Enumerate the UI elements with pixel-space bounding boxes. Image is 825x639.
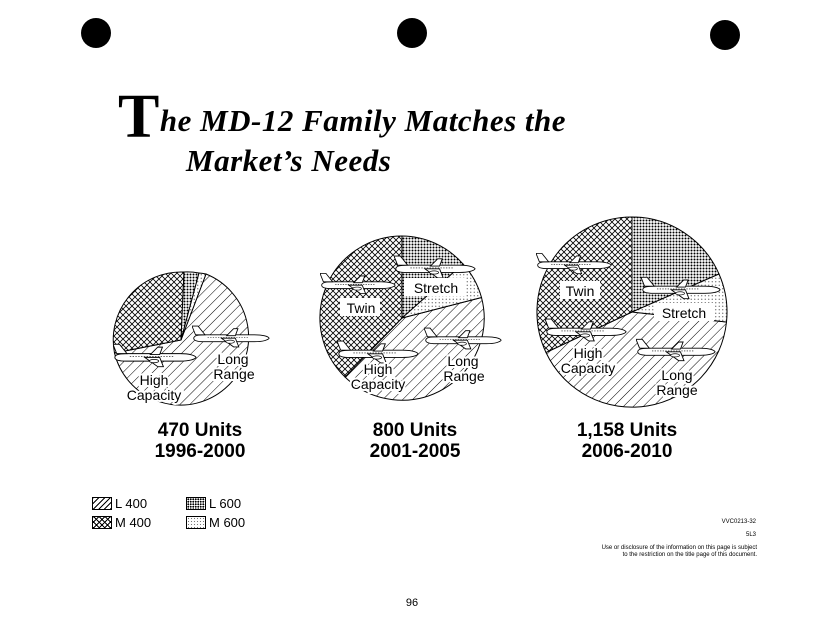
- units-label: 800 Units: [372, 420, 458, 441]
- label-stretch: Stretch: [413, 280, 459, 296]
- years-label: 2006-2010: [581, 441, 673, 462]
- diagonal-hatch-swatch: [92, 497, 112, 510]
- label-long: Long: [217, 351, 249, 367]
- years-label: 1996-2000: [154, 441, 246, 462]
- legend: [92, 496, 312, 536]
- disclaimer-line-1: Use or disclosure of the information on this page is subject: [601, 545, 757, 551]
- legend-item-l400: [92, 496, 147, 512]
- label-high: High: [139, 372, 169, 388]
- pie-slice-m400: [113, 272, 184, 353]
- page-number: 96: [405, 597, 419, 609]
- legend-label: M 400: [115, 515, 152, 530]
- legend-label: L 600: [209, 496, 242, 511]
- legend-item-m600: [186, 515, 245, 531]
- disclaimer: [602, 545, 757, 559]
- legend-label: L 400: [115, 496, 148, 511]
- document-code: VVC0213-32: [721, 519, 756, 525]
- units-label: 1,158 Units: [576, 420, 678, 441]
- legend-label: M 600: [209, 515, 246, 530]
- pie-chart-2001-2005: [320, 236, 501, 400]
- label-long: Long: [447, 353, 479, 369]
- document-subcode: 5L3: [745, 532, 756, 538]
- chart-caption-2: [325, 420, 505, 462]
- chart-caption-3: [537, 420, 717, 462]
- label-range: Range: [443, 368, 485, 384]
- dense-dots-swatch: [186, 497, 206, 510]
- years-label: 2001-2005: [369, 441, 461, 462]
- title-initial: T: [118, 83, 160, 151]
- label-long: Long: [661, 367, 693, 383]
- pie-chart-1996-2000: [113, 272, 269, 405]
- title-line-2: Market’s Needs: [186, 143, 392, 178]
- label-range: Range: [213, 366, 255, 382]
- label-twin: Twin: [565, 283, 595, 299]
- light-dots-swatch: [186, 516, 206, 529]
- label-high: High: [363, 361, 393, 377]
- label-capacity: Capacity: [350, 376, 406, 392]
- label-capacity: Capacity: [560, 360, 616, 376]
- label-range: Range: [656, 382, 698, 398]
- label-high: High: [573, 345, 603, 361]
- disclaimer-line-2: to the restriction on the title page of this document.: [622, 552, 757, 558]
- title-line-1: he MD-12 Family Matches the: [159, 103, 567, 138]
- chart-caption-1: [110, 420, 290, 462]
- legend-item-m400: [92, 515, 151, 531]
- cross-hatch-swatch: [92, 516, 112, 529]
- label-stretch: Stretch: [661, 305, 707, 321]
- label-capacity: Capacity: [126, 387, 182, 403]
- legend-item-l600: [186, 496, 241, 512]
- label-twin: Twin: [346, 300, 376, 316]
- units-label: 470 Units: [157, 420, 243, 441]
- pie-chart-2006-2010: [536, 217, 727, 407]
